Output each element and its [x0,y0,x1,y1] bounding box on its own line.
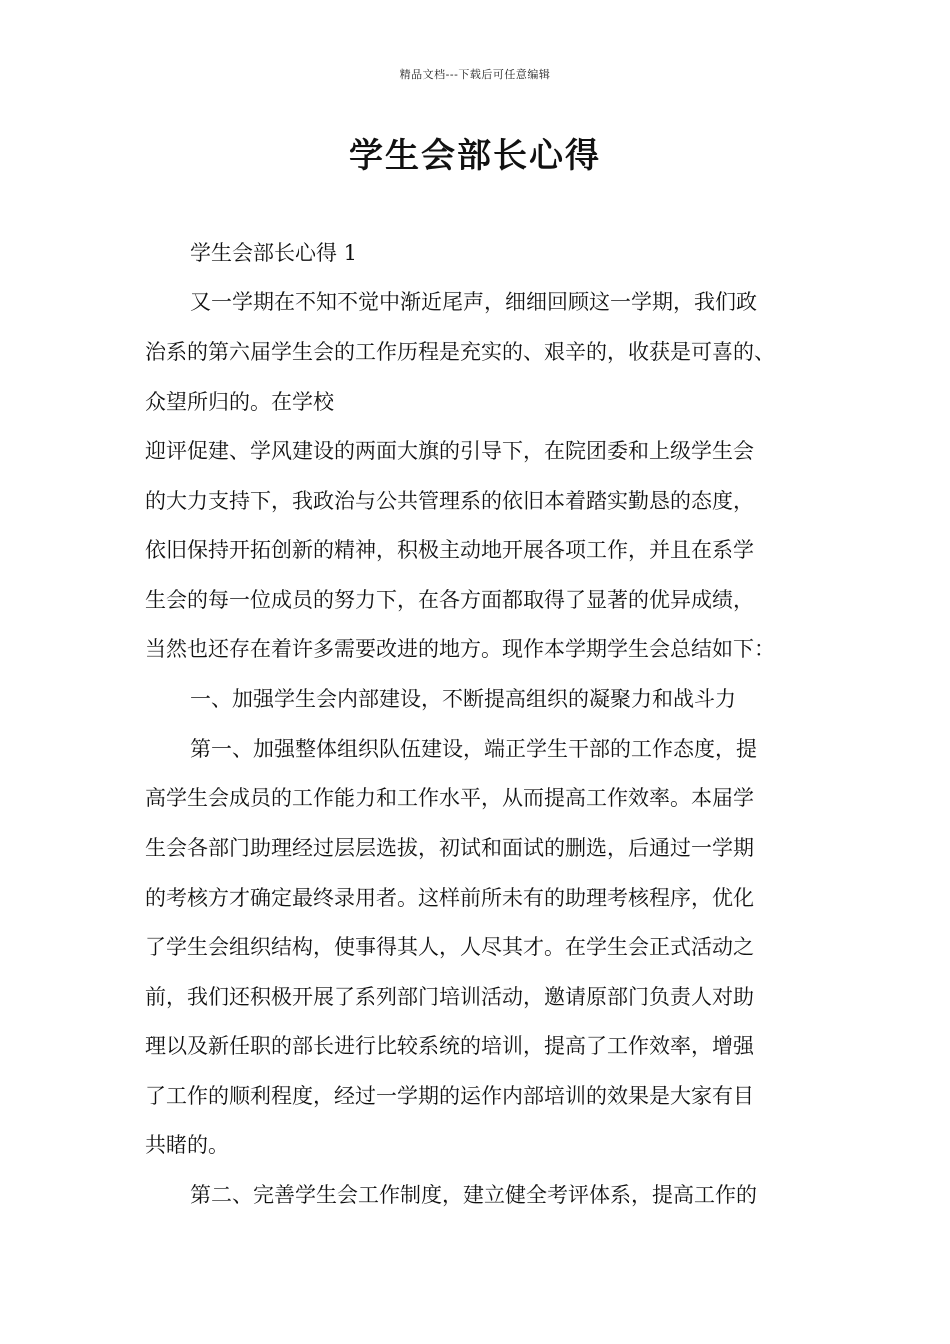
paragraph-line: 众望所归的。在学校 [145,390,334,414]
paragraph-line: 的大力支持下，我政治与公共管理系的依旧本着踏实勤恳的态度， [145,489,754,513]
paragraph-line: 生会的每一位成员的努力下，在各方面都取得了显著的优异成绩， [145,588,754,612]
paragraph-line: 又一学期在不知不觉中渐近尾声，细细回顾这一学期，我们政 [190,290,757,314]
section-heading: 学生会部长心得 1 [190,241,358,265]
paragraph-line: 生会各部门助理经过层层选拔，初试和面试的删选，后通过一学期 [145,836,754,860]
paragraph-line: 高学生会成员的工作能力和工作水平，从而提高工作效率。本届学 [145,786,754,810]
paragraph-line: 的考核方才确定最终录用者。这样前所未有的助理考核程序，优化 [145,886,754,910]
paragraph-line: 共睹的。 [145,1133,229,1157]
document-title: 学生会部长心得 [349,136,601,176]
paragraph-line: 第二、完善学生会工作制度，建立健全考评体系，提高工作的 [190,1183,757,1207]
paragraph-line: 理以及新任职的部长进行比较系统的培训，提高了工作效率，增强 [145,1034,754,1058]
paragraph-line: 当然也还存在着许多需要改进的地方。现作本学期学生会总结如下： [145,637,775,661]
header-note: 精品文档---下载后可任意编辑 [399,68,551,81]
paragraph-line: 依旧保持开拓创新的精神，积极主动地开展各项工作，并且在系学 [145,538,754,562]
paragraph-line: 治系的第六届学生会的工作历程是充实的、艰辛的，收获是可喜的、 [145,340,775,364]
paragraph-line: 了工作的顺利程度，经过一学期的运作内部培训的效果是大家有目 [145,1084,754,1108]
paragraph-line: 迎评促建、学风建设的两面大旗的引导下，在院团委和上级学生会 [145,439,754,463]
paragraph-line: 了学生会组织结构，使事得其人，人尽其才。在学生会正式活动之 [145,935,754,959]
subsection-heading: 一、加强学生会内部建设，不断提高组织的凝聚力和战斗力 [190,687,736,711]
paragraph-line: 前，我们还积极开展了系列部门培训活动，邀请原部门负责人对助 [145,985,754,1009]
paragraph-line: 第一、加强整体组织队伍建设，端正学生干部的工作态度，提 [190,737,757,761]
